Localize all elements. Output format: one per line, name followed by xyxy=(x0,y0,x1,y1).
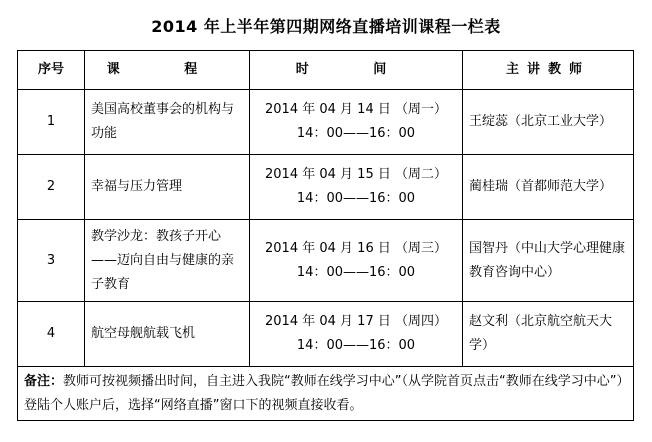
row-time xyxy=(250,220,463,302)
row-course: 幸福与压力管理 xyxy=(85,155,250,220)
note-label: 备注： xyxy=(24,374,64,389)
header-teacher: 主讲教师 xyxy=(463,51,634,90)
table-row xyxy=(18,90,634,155)
row-date: 2014 年 04 月 15 日 （周二） xyxy=(265,167,447,182)
row-index: 2 xyxy=(18,155,85,220)
row-date: 2014 年 04 月 14 日 （周一） xyxy=(265,102,447,117)
row-hours: 14：00——16：00 xyxy=(296,264,416,280)
row-date: 2014 年 04 月 17 日 （周四） xyxy=(265,314,447,329)
row-teacher: 王绽蕊（北京工业大学） xyxy=(463,90,634,155)
row-hours: 14：00——16：00 xyxy=(296,191,416,206)
header-course: 课 程 xyxy=(85,51,250,90)
row-course: 美国高校董事会的机构与功能 xyxy=(85,90,250,155)
header-time: 时 间 xyxy=(250,51,463,90)
header-index: 序号 xyxy=(18,51,85,90)
row-time xyxy=(250,90,463,155)
row-time xyxy=(250,302,463,367)
row-hours: 14：00——16：00 xyxy=(296,126,416,141)
note-cell xyxy=(18,367,634,421)
row-index: 1 xyxy=(18,90,85,155)
page-title: 2014 年上半年第四期网络直播培训课程一栏表 xyxy=(151,17,501,36)
row-course: 教学沙龙：教孩子开心——迈向自由与健康的亲子教育 xyxy=(85,220,250,302)
note-row xyxy=(18,367,634,421)
row-time xyxy=(250,155,463,220)
header-row xyxy=(18,51,634,90)
row-teacher: 赵文利（北京航空航天大学） xyxy=(463,302,634,367)
schedule-table xyxy=(17,50,634,421)
table-row xyxy=(18,220,634,302)
row-teacher: 蔺桂瑞（首都师范大学） xyxy=(463,155,634,220)
row-hours: 14：00——16：00 xyxy=(296,338,416,353)
table-row xyxy=(18,302,634,367)
row-date: 2014 年 04 月 16 日 （周三） xyxy=(265,240,447,256)
note-text: 教师可按视频播出时间，自主进入我院“教师在线学习中心”（从学院首页点击“教师在线学习中心”）登陆个人账户后，选择“网络直播”窗口下的视频直接收看。 xyxy=(24,374,623,413)
row-course: 航空母舰航载飞机 xyxy=(85,302,250,367)
table-row xyxy=(18,155,634,220)
row-teacher: 国智丹（中山大学心理健康教育咨询中心） xyxy=(463,220,634,302)
row-index: 4 xyxy=(18,302,85,367)
row-index: 3 xyxy=(18,220,85,302)
